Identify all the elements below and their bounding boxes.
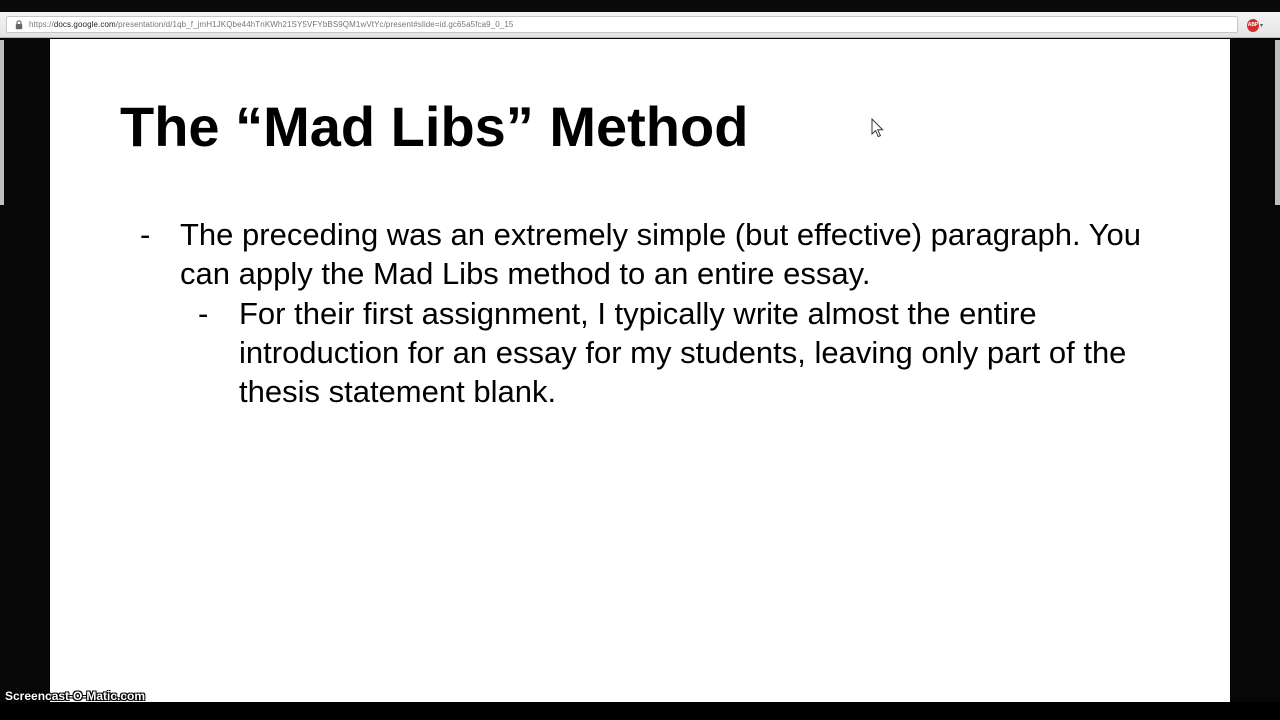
url-path: /presentation/d/1qb_f_jmH1JKQbe44hTnKWh21SY5VFYbBS9QM1wVtYc/present#slide=id.gc65a5fca9_0_15 — [115, 20, 514, 29]
right-margin — [1230, 39, 1280, 720]
lock-icon — [13, 18, 25, 32]
bottom-bar — [0, 702, 1280, 720]
url-field[interactable] — [6, 16, 1238, 33]
url-prefix: https:// — [29, 20, 54, 29]
slide-title: The “Mad Libs” Method — [120, 95, 749, 158]
chevron-down-icon: ▾ — [1259, 22, 1263, 29]
bullet-text: The preceding was an extremely simple (but effective) paragraph. You can apply the Mad Libs method to an entire essay. — [180, 217, 1141, 291]
abp-icon: ABP — [1247, 19, 1259, 32]
bullet-text: For their first assignment, I typically write almost the entire introduction for an essay for my students, leaving only part of the thesis statement blank. — [239, 296, 1127, 409]
left-edge-bar — [0, 40, 4, 205]
bullet-level-1 — [50, 215, 1170, 293]
presentation-slide[interactable] — [50, 39, 1230, 702]
mouse-pointer-icon — [871, 118, 885, 138]
window-top-strip — [0, 0, 1280, 12]
bullet-marker: - — [140, 217, 151, 252]
recorder-watermark: Screencast-O-Matic.com — [5, 689, 146, 703]
slide-bullet-list — [50, 215, 1230, 411]
scrollbar-thumb[interactable] — [1275, 40, 1280, 205]
bullet-level-2 — [50, 294, 1149, 411]
adblock-extension-button[interactable] — [1247, 17, 1263, 33]
bullet-marker: - — [198, 296, 209, 331]
browser-address-bar — [0, 12, 1280, 38]
left-margin — [0, 39, 50, 720]
url-text — [29, 20, 513, 29]
url-host: docs.google.com — [53, 20, 116, 29]
